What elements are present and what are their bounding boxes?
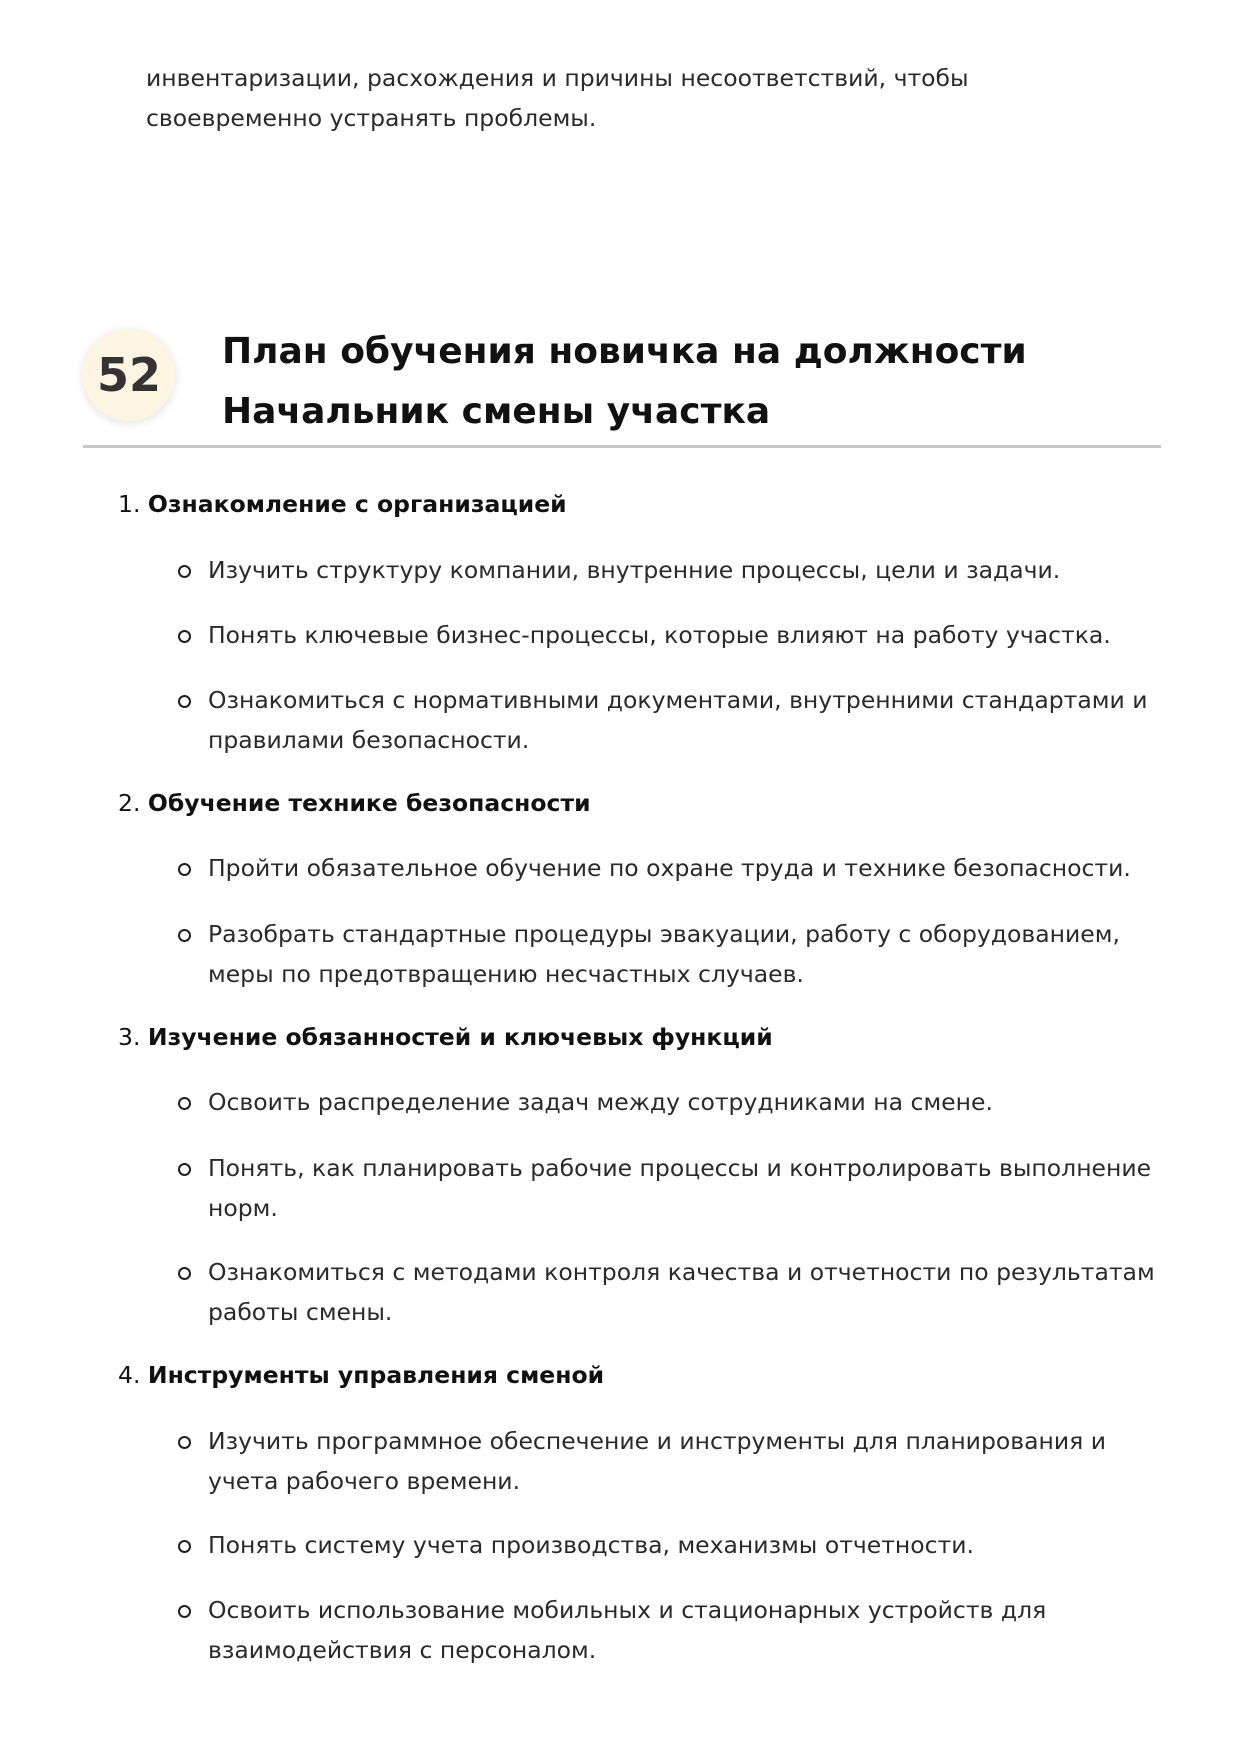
list-item [178,615,1178,655]
circle-bullet-icon [178,565,191,578]
step-label: Обучение технике безопасности [147,789,591,817]
list-item-text: Освоить использование мобильных и стационарных устройств для взаимодействия с персоналом. [208,1596,1047,1664]
step-number: 4. [118,1361,141,1389]
list-item [178,1252,1178,1332]
step-title [118,484,567,524]
list-item-text: Пройти обязательное обучение по охране труда и технике безопасности. [208,854,1131,882]
step-number: 1. [118,490,141,518]
step-label: Изучение обязанностей и ключевых функций [147,1023,773,1051]
list-item-text: Понять ключевые бизнес-процессы, которые влияют на работу участка. [208,621,1111,649]
step-label: Ознакомление с организацией [147,490,567,518]
list-item-text: Ознакомиться с нормативными документами, внутренними стандартами и правилами безопасности. [208,686,1148,754]
step-title [118,1017,773,1057]
list-item [178,1082,1178,1122]
list-item [178,1525,1178,1565]
list-item-text: Освоить распределение задач между сотрудниками на смене. [208,1088,993,1116]
list-item [178,1421,1178,1501]
list-item-text: Изучить структуру компании, внутренние процессы, цели и задачи. [208,556,1061,584]
step-number: 2. [118,789,141,817]
list-item [178,914,1178,994]
circle-bullet-icon [178,1097,191,1110]
step-title [118,1355,604,1395]
list-item [178,1148,1178,1228]
step-title [118,783,591,823]
circle-bullet-icon [178,695,191,708]
list-item-text: Ознакомиться с методами контроля качества и отчетности по результатам работы смены. [208,1258,1155,1326]
intro-paragraph: инвентаризации, расхождения и причины несоответствий, чтобы своевременно устранять проблемы. [146,64,969,132]
list-item-text: Понять, как планировать рабочие процессы и контролировать выполнение норм. [208,1154,1152,1222]
list-item-text: Разобрать стандартные процедуры эвакуации, работу с оборудованием, меры по предотвращению несчастных случаев. [208,920,1120,988]
section-number-badge: 52 [83,329,175,421]
circle-bullet-icon [178,1163,191,1176]
list-item [178,550,1178,590]
circle-bullet-icon [178,1540,191,1553]
section-title: План обучения новичка на должности Начальник смены участка [222,331,1027,432]
list-item [178,1590,1178,1670]
circle-bullet-icon [178,630,191,643]
step-number: 3. [118,1023,141,1051]
list-item-text: Изучить программное обеспечение и инструменты для планирования и учета рабочего времени. [208,1427,1107,1495]
circle-bullet-icon [178,929,191,942]
circle-bullet-icon [178,863,191,876]
step-label: Инструменты управления сменой [147,1361,605,1389]
list-item-text: Понять систему учета производства, механизмы отчетности. [208,1531,975,1559]
circle-bullet-icon [178,1436,191,1449]
list-item [178,680,1178,760]
circle-bullet-icon [178,1605,191,1618]
circle-bullet-icon [178,1267,191,1280]
list-item [178,848,1178,888]
